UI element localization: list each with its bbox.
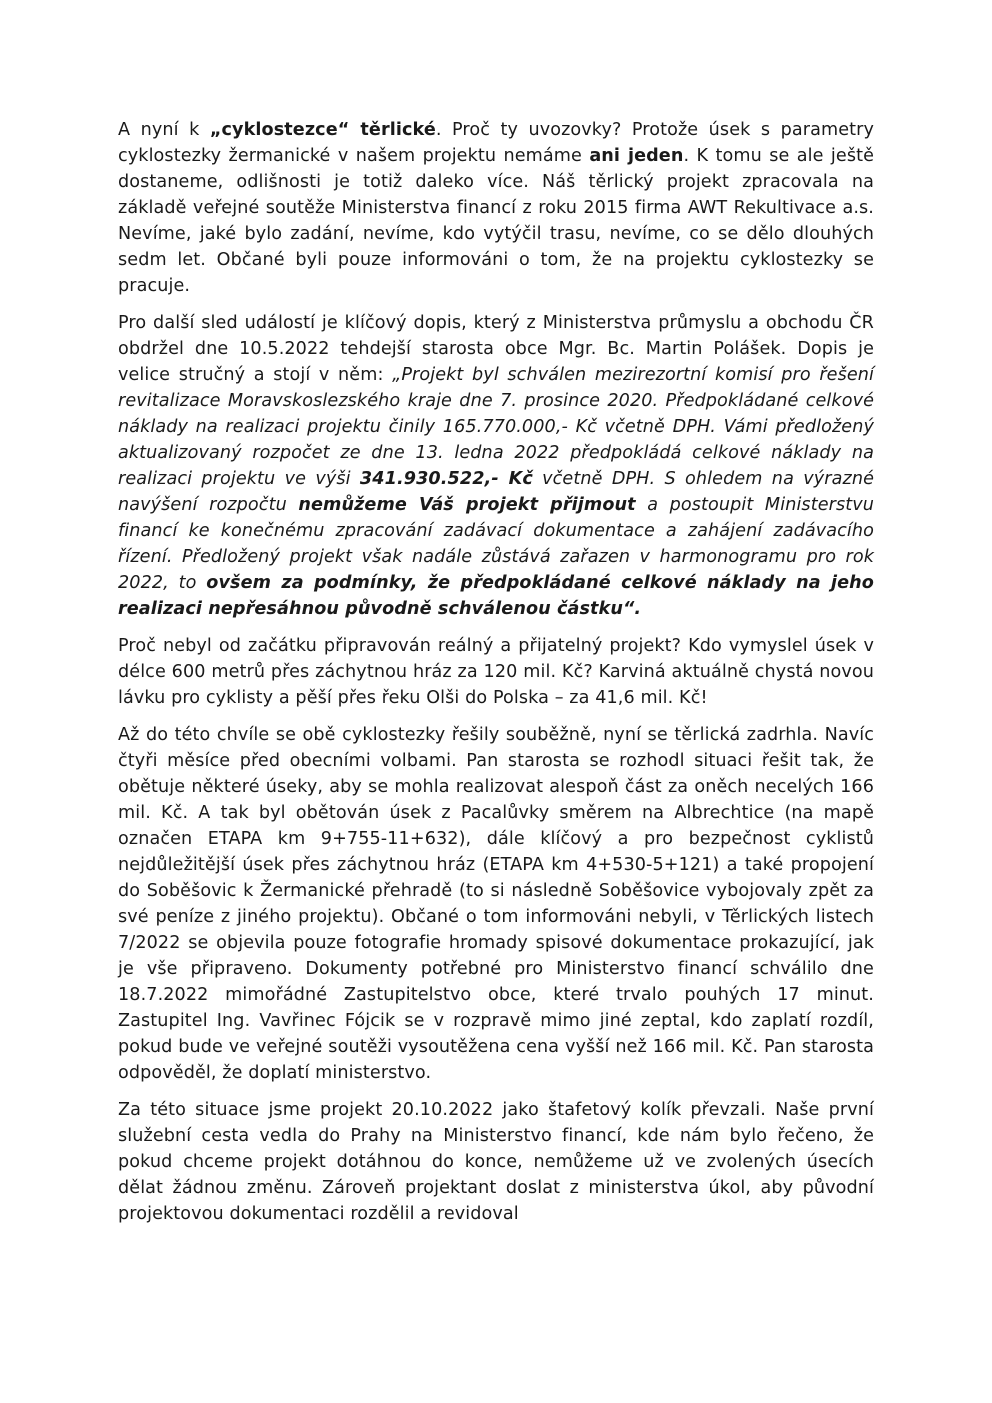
- paragraph-3: [118, 633, 874, 711]
- paragraph-1-run-1: A nyní k: [118, 120, 210, 140]
- paragraph-4: [118, 722, 874, 1086]
- paragraph-2-run-6: a postoupit Ministerstvu financí ke konečnému zpracování zadávací dokumentace a zahájení zadávacího řízení. Předložený projekt však nadále zůstává zařazen v harmonogramu pro rok 2022, to: [118, 495, 874, 593]
- paragraph-1-run-2: „cyklostezce“ těrlické: [209, 120, 436, 140]
- paragraph-1-run-3: . Proč ty uvozovky? Protože úsek s parametry cyklostezky žermanické v našem projektu nemáme: [118, 120, 874, 166]
- paragraph-1-run-4: ani jeden: [589, 146, 684, 166]
- paragraph-1: [118, 117, 874, 299]
- paragraph-5: [118, 1097, 874, 1227]
- paragraph-2-run-2: „Projekt byl schválen mezirezortní komisí pro řešení revitalizace Moravskoslezského kraje dne 7. prosince 2020. Předpokládané celkové náklady na realizaci projektu činily 165.770.000,- Kč včetně DPH. Vámi předložený aktualizovaný rozpočet ze dne 13. ledna 2022 předpokládá celkové náklady na realizaci projektu ve výši: [118, 365, 875, 489]
- paragraph-3-run-1: Proč nebyl od začátku připravován reálný a přijatelný projekt? Kdo vymyslel úsek v délce 600 metrů přes záchytnou hráz za 120 mil. Kč? Karviná aktuálně chystá novou lávku pro cyklisty a pěší přes řeku Olši do Polska – za 41,6 mil. Kč!: [118, 636, 874, 708]
- paragraph-2-run-4: včetně DPH. S ohledem na výrazné navýšení rozpočtu: [118, 469, 874, 515]
- paragraph-2-run-7: ovšem za podmínky, že předpokládané celkové náklady na jeho realizaci nepřesáhnou původně schválenou částku“.: [118, 573, 874, 619]
- paragraph-4-run-1: Až do této chvíle se obě cyklostezky řešily souběžně, nyní se těrlická zadrhla. Navíc čtyři měsíce před obecními volbami. Pan starosta se rozhodl situaci řešit tak, že obětuje některé úseky, aby se mohla realizovat alespoň část za oněch necelých 166 mil. Kč. A tak byl obětován úsek z Pacalůvky směrem na Albrechtice (na mapě označen ETAPA km 9+755-11+632), dále klíčový a pro bezpečnost cyklistů nejdůležitější úsek přes záchytnou hráz (ETAPA km 4+530-5+121) a také propojení do Soběšovic k Žermanické přehradě (to si následně Soběšovice vybojovaly zpět za své peníze z jiného projektu). Občané o tom informováni nebyli, v Těrlických listech 7/2022 se objevila pouze fotografie hromady spisové dokumentace prokazující, jak je vše připraveno. Dokumenty potřebné pro Ministerstvo financí schválilo dne 18.7.2022 mimořádné Zastupitelstvo obce, které trvalo pouhých 17 minut. Zastupitel Ing. Vavřinec Fójcik se v rozpravě mimo jiné zeptal, kdo zaplatí rozdíl, pokud bude ve veřejné soutěži vysoutěžena cena vyšší než 166 mil. Kč. Pan starosta odpověděl, že doplatí ministerstvo.: [118, 725, 874, 1083]
- document-page: [118, 117, 874, 1238]
- paragraph-5-run-1: Za této situace jsme projekt 20.10.2022 jako štafetový kolík převzali. Naše první služební cesta vedla do Prahy na Ministerstvo financí, kde nám bylo řečeno, že pokud chceme projekt dotáhnou do konce, nemůžeme už ve zvolených úsecích dělat žádnou změnu. Zároveň projektant doslat z ministerstva úkol, aby původní projektovou dokumentaci rozdělil a revidoval: [118, 1100, 874, 1224]
- paragraph-2-run-1: Pro další sled událostí je klíčový dopis, který z Ministerstva průmyslu a obchodu ČR obdržel dne 10.5.2022 tehdejší starosta obce Mgr. Bc. Martin Polášek. Dopis je velice stručný a stojí v něm:: [118, 313, 874, 385]
- paragraph-2: [118, 310, 874, 622]
- paragraph-2-run-3: 341.930.522,- Kč: [359, 469, 533, 489]
- paragraph-1-run-5: . K tomu se ale ještě dostaneme, odlišnosti je totiž daleko více. Náš těrlický projekt zpracovala na základě veřejné soutěže Ministerstva financí z roku 2015 firma AWT Rekultivace a.s. Nevíme, jaké bylo zadání, nevíme, kdo vytýčil trasu, nevíme, co se dělo dlouhých sedm let. Občané byli pouze informováni o tom, že na projektu cyklostezky se pracuje.: [118, 146, 875, 296]
- paragraph-2-run-5: nemůžeme Váš projekt přijmout: [298, 495, 636, 515]
